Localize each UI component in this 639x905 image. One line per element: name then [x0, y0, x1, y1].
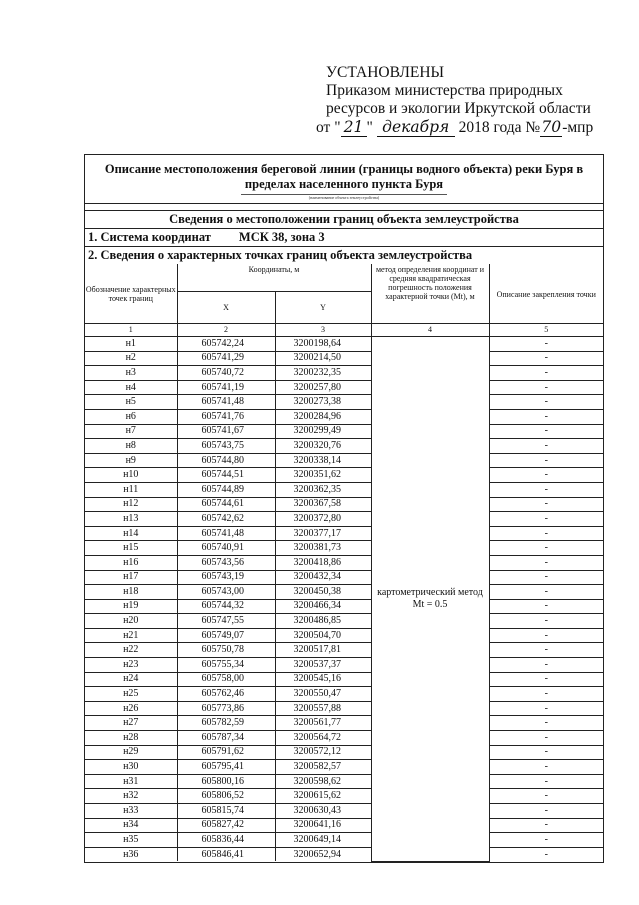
points-section-label: 2. Сведения о характерных точках границ объекта землеустройства — [88, 248, 473, 262]
y-coordinate-cell: 3200232,35 — [275, 366, 371, 381]
y-coordinate-cell: 3200372,80 — [275, 512, 371, 527]
fixing-description-cell: - — [489, 380, 603, 395]
table-row — [85, 789, 603, 804]
point-id-cell: н2 — [85, 351, 177, 366]
table-row — [85, 468, 603, 483]
table-row — [85, 599, 603, 614]
spacer-strip — [85, 204, 603, 211]
table-row — [85, 847, 603, 861]
header-method: метод определения координат и средняя квадратическая погрешность положения характерной точки (Mt), м — [371, 264, 489, 324]
point-id-cell: н4 — [85, 380, 177, 395]
title-caption: (наименование объекта землеустройства) — [241, 194, 447, 203]
table-row — [85, 482, 603, 497]
point-id-cell: н22 — [85, 643, 177, 658]
fixing-description-cell: - — [489, 351, 603, 366]
fixing-description-cell: - — [489, 395, 603, 410]
y-coordinate-cell: 3200630,43 — [275, 804, 371, 819]
handwritten-number: 70 — [541, 118, 562, 136]
table-row — [85, 731, 603, 746]
point-id-cell: н6 — [85, 409, 177, 424]
y-coordinate-cell: 3200537,37 — [275, 658, 371, 673]
table-row — [85, 497, 603, 512]
y-coordinate-cell: 3200517,81 — [275, 643, 371, 658]
y-coordinate-cell: 3200641,16 — [275, 818, 371, 833]
x-coordinate-cell: 605741,48 — [177, 395, 275, 410]
point-id-cell: н31 — [85, 774, 177, 789]
fixing-description-cell: - — [489, 745, 603, 760]
table-row — [85, 643, 603, 658]
table-row — [85, 716, 603, 731]
x-coordinate-cell: 605782,59 — [177, 716, 275, 731]
table-row — [85, 351, 603, 366]
x-coordinate-cell: 605743,19 — [177, 570, 275, 585]
header-x: X — [177, 292, 275, 324]
point-id-cell: н28 — [85, 731, 177, 746]
fixing-description-cell: - — [489, 658, 603, 673]
point-id-cell: н35 — [85, 833, 177, 848]
col-number: 2 — [177, 324, 275, 337]
table-row — [85, 774, 603, 789]
point-id-cell: н7 — [85, 424, 177, 439]
handwritten-month: декабря — [377, 118, 455, 137]
x-coordinate-cell: 605787,34 — [177, 731, 275, 746]
table-row — [85, 395, 603, 410]
fixing-description-cell: - — [489, 439, 603, 454]
header-coords: Координаты, м — [177, 264, 371, 292]
point-id-cell: н5 — [85, 395, 177, 410]
fixing-description-cell: - — [489, 409, 603, 424]
table-row — [85, 745, 603, 760]
x-coordinate-cell: 605741,48 — [177, 526, 275, 541]
point-id-cell: н20 — [85, 614, 177, 629]
point-id-cell: н29 — [85, 745, 177, 760]
point-id-cell: н26 — [85, 701, 177, 716]
fixing-description-cell: - — [489, 585, 603, 600]
y-coordinate-cell: 3200564,72 — [275, 731, 371, 746]
x-coordinate-cell: 605741,67 — [177, 424, 275, 439]
y-coordinate-cell: 3200652,94 — [275, 847, 371, 861]
fixing-description-cell: - — [489, 526, 603, 541]
col-number: 3 — [275, 324, 371, 337]
approval-heading: УСТАНОВЛЕНЫ — [326, 64, 445, 81]
y-coordinate-cell: 3200214,50 — [275, 351, 371, 366]
point-id-cell: н9 — [85, 453, 177, 468]
y-coordinate-cell: 3200299,49 — [275, 424, 371, 439]
y-coordinate-cell: 3200362,35 — [275, 482, 371, 497]
fixing-description-cell: - — [489, 482, 603, 497]
y-coordinate-cell: 3200615,62 — [275, 789, 371, 804]
x-coordinate-cell: 605744,80 — [177, 453, 275, 468]
point-id-cell: н1 — [85, 337, 177, 352]
table-row — [85, 512, 603, 527]
y-coordinate-cell: 3200198,64 — [275, 337, 371, 352]
fixing-description-cell: - — [489, 497, 603, 512]
table-row — [85, 672, 603, 687]
fixing-description-cell: - — [489, 453, 603, 468]
date-quote: " — [366, 119, 373, 136]
table-row — [85, 687, 603, 702]
table-row — [85, 804, 603, 819]
point-id-cell: н24 — [85, 672, 177, 687]
x-coordinate-cell: 605742,62 — [177, 512, 275, 527]
approval-line-ministry: ресурсов и экологии Иркутской области — [326, 100, 591, 117]
x-coordinate-cell: 605815,74 — [177, 804, 275, 819]
table-row — [85, 424, 603, 439]
y-coordinate-cell: 3200432,34 — [275, 570, 371, 585]
table-row — [85, 614, 603, 629]
col-number: 4 — [371, 324, 489, 337]
point-id-cell: н34 — [85, 818, 177, 833]
point-id-cell: н27 — [85, 716, 177, 731]
y-coordinate-cell: 3200545,16 — [275, 672, 371, 687]
point-id-cell: н32 — [85, 789, 177, 804]
point-id-cell: н15 — [85, 541, 177, 556]
table-row — [85, 555, 603, 570]
x-coordinate-cell: 605749,07 — [177, 628, 275, 643]
table-row — [85, 526, 603, 541]
x-coordinate-cell: 605743,75 — [177, 439, 275, 454]
x-coordinate-cell: 605762,46 — [177, 687, 275, 702]
fixing-description-cell: - — [489, 599, 603, 614]
header-fixing: Описание закрепления точки — [489, 264, 603, 324]
point-id-cell: н16 — [85, 555, 177, 570]
point-id-cell: н33 — [85, 804, 177, 819]
method-cell: картометрический метод Mt = 0.5 — [371, 337, 489, 862]
y-coordinate-cell: 3200466,34 — [275, 599, 371, 614]
table-row — [85, 818, 603, 833]
y-coordinate-cell: 3200367,58 — [275, 497, 371, 512]
x-coordinate-cell: 605846,41 — [177, 847, 275, 861]
fixing-description-cell: - — [489, 731, 603, 746]
fixing-description-cell: - — [489, 687, 603, 702]
fixing-description-cell: - — [489, 672, 603, 687]
coord-system-row — [85, 229, 603, 247]
y-coordinate-cell: 3200320,76 — [275, 439, 371, 454]
date-year: 2018 года № — [458, 119, 541, 136]
coord-system-label: 1. Система координат — [88, 230, 211, 244]
point-id-cell: н21 — [85, 628, 177, 643]
fixing-description-cell: - — [489, 760, 603, 775]
date-prefix: от " — [316, 119, 341, 136]
fixing-description-cell: - — [489, 628, 603, 643]
table-header-row — [85, 264, 603, 292]
handwritten-day: 21 — [341, 118, 367, 137]
fixing-description-cell: - — [489, 643, 603, 658]
point-id-cell: н18 — [85, 585, 177, 600]
fixing-description-cell: - — [489, 468, 603, 483]
y-coordinate-cell: 3200582,57 — [275, 760, 371, 775]
x-coordinate-cell: 605795,41 — [177, 760, 275, 775]
x-coordinate-cell: 605755,34 — [177, 658, 275, 673]
fixing-description-cell: - — [489, 701, 603, 716]
document-title: Описание местоположения береговой линии (границы водного объекта) реки Буря в пределах населенного пункта Буря — [104, 162, 584, 191]
point-id-cell: н25 — [85, 687, 177, 702]
fixing-description-cell: - — [489, 614, 603, 629]
column-numbers-row — [85, 324, 603, 337]
y-coordinate-cell: 3200450,38 — [275, 585, 371, 600]
point-id-cell: н11 — [85, 482, 177, 497]
table-row — [85, 409, 603, 424]
y-coordinate-cell: 3200486,85 — [275, 614, 371, 629]
approval-date-line — [316, 118, 626, 137]
x-coordinate-cell: 605758,00 — [177, 672, 275, 687]
table-row — [85, 541, 603, 556]
y-coordinate-cell: 3200377,17 — [275, 526, 371, 541]
x-coordinate-cell: 605806,52 — [177, 789, 275, 804]
point-id-cell: н30 — [85, 760, 177, 775]
x-coordinate-cell: 605741,29 — [177, 351, 275, 366]
point-id-cell: н36 — [85, 847, 177, 861]
x-coordinate-cell: 605743,56 — [177, 555, 275, 570]
point-id-cell: н17 — [85, 570, 177, 585]
table-row — [85, 570, 603, 585]
x-coordinate-cell: 605800,16 — [177, 774, 275, 789]
col-number: 1 — [85, 324, 177, 337]
x-coordinate-cell: 605744,89 — [177, 482, 275, 497]
y-coordinate-cell: 3200351,62 — [275, 468, 371, 483]
y-coordinate-cell: 3200381,73 — [275, 541, 371, 556]
table-row — [85, 760, 603, 775]
approval-line-order: Приказом министерства природных — [326, 82, 563, 99]
approval-stamp — [316, 64, 626, 137]
x-coordinate-cell: 605836,44 — [177, 833, 275, 848]
table-row — [85, 628, 603, 643]
table-row — [85, 833, 603, 848]
coord-system-value: МСК 38, зона 3 — [238, 230, 325, 244]
point-id-cell: н10 — [85, 468, 177, 483]
y-coordinate-cell: 3200550,47 — [275, 687, 371, 702]
col-number: 5 — [489, 324, 603, 337]
order-suffix: -мпр — [562, 119, 594, 136]
table-row — [85, 658, 603, 673]
fixing-description-cell: - — [489, 774, 603, 789]
y-coordinate-cell: 3200273,38 — [275, 395, 371, 410]
fixing-description-cell: - — [489, 424, 603, 439]
fixing-description-cell: - — [489, 555, 603, 570]
table-row — [85, 366, 603, 381]
point-id-cell: н3 — [85, 366, 177, 381]
point-id-cell: н12 — [85, 497, 177, 512]
table-row — [85, 337, 603, 352]
x-coordinate-cell: 605742,24 — [177, 337, 275, 352]
x-coordinate-cell: 605827,42 — [177, 818, 275, 833]
fixing-description-cell: - — [489, 833, 603, 848]
y-coordinate-cell: 3200504,70 — [275, 628, 371, 643]
x-coordinate-cell: 605773,86 — [177, 701, 275, 716]
x-coordinate-cell: 605744,32 — [177, 599, 275, 614]
y-coordinate-cell: 3200561,77 — [275, 716, 371, 731]
fixing-description-cell: - — [489, 789, 603, 804]
fixing-description-cell: - — [489, 570, 603, 585]
x-coordinate-cell: 605744,51 — [177, 468, 275, 483]
table-row — [85, 380, 603, 395]
section-title: Сведения о местоположении границ объекта землеустройства — [85, 211, 603, 229]
x-coordinate-cell: 605747,55 — [177, 614, 275, 629]
x-coordinate-cell: 605743,00 — [177, 585, 275, 600]
y-coordinate-cell: 3200649,14 — [275, 833, 371, 848]
points-table — [85, 264, 603, 862]
fixing-description-cell: - — [489, 366, 603, 381]
document-title-block — [85, 155, 603, 204]
x-coordinate-cell: 605791,62 — [177, 745, 275, 760]
x-coordinate-cell: 605744,61 — [177, 497, 275, 512]
x-coordinate-cell: 605740,91 — [177, 541, 275, 556]
fixing-description-cell: - — [489, 804, 603, 819]
fixing-description-cell: - — [489, 716, 603, 731]
fixing-description-cell: - — [489, 541, 603, 556]
fixing-description-cell: - — [489, 512, 603, 527]
table-row — [85, 439, 603, 454]
x-coordinate-cell: 605741,76 — [177, 409, 275, 424]
fixing-description-cell: - — [489, 818, 603, 833]
y-coordinate-cell: 3200598,62 — [275, 774, 371, 789]
y-coordinate-cell: 3200572,12 — [275, 745, 371, 760]
y-coordinate-cell: 3200418,86 — [275, 555, 371, 570]
y-coordinate-cell: 3200257,80 — [275, 380, 371, 395]
point-id-cell: н14 — [85, 526, 177, 541]
header-y: Y — [275, 292, 371, 324]
x-coordinate-cell: 605741,19 — [177, 380, 275, 395]
header-point: Обозначение характерных точек границ — [85, 264, 177, 324]
y-coordinate-cell: 3200557,88 — [275, 701, 371, 716]
boundary-description-form — [84, 154, 604, 863]
table-row — [85, 453, 603, 468]
point-id-cell: н19 — [85, 599, 177, 614]
table-row — [85, 585, 603, 600]
y-coordinate-cell: 3200338,14 — [275, 453, 371, 468]
point-id-cell: н23 — [85, 658, 177, 673]
point-id-cell: н13 — [85, 512, 177, 527]
fixing-description-cell: - — [489, 337, 603, 352]
fixing-description-cell: - — [489, 847, 603, 861]
x-coordinate-cell: 605740,72 — [177, 366, 275, 381]
x-coordinate-cell: 605750,78 — [177, 643, 275, 658]
point-id-cell: н8 — [85, 439, 177, 454]
table-row — [85, 701, 603, 716]
y-coordinate-cell: 3200284,96 — [275, 409, 371, 424]
